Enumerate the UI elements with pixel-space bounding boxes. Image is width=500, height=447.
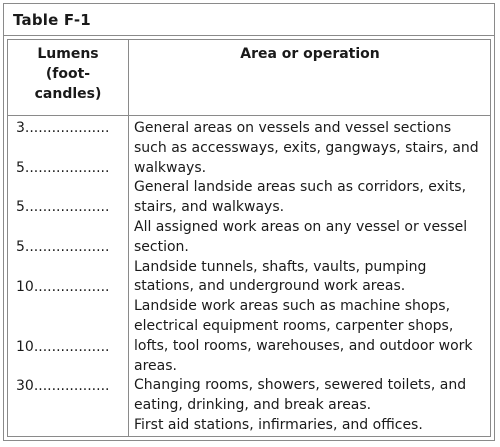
column-header-lumens-line: candles) [34,86,102,102]
area-line: stations, and underground work areas. [134,278,406,295]
area-line: All assigned work areas on any vessel or vessel [134,218,468,235]
area-line: General areas on vessels and vessel sections [134,120,452,136]
area-line: First aid stations, infirmaries, and offices. [134,416,423,433]
lumens-value: 10................. [16,279,110,295]
lumens-value: 3................... [16,120,110,136]
area-line: Landside tunnels, shafts, vaults, pumping [134,258,427,275]
area-line: Landside work areas such as machine shops, [134,298,451,315]
lumens-value: 30................. [16,378,110,394]
column-divider [128,39,129,437]
area-line: Changing rooms, showers, sewered toilets, and [134,377,467,394]
lumens-value: 10................. [16,339,110,355]
table-title: Table F-1 [13,11,91,29]
area-line: eating, drinking, and break areas. [134,397,372,414]
column-header-lumens-line: Lumens [37,46,99,62]
table-title-row [3,3,495,36]
column-header-area: Area or operation [240,46,380,62]
area-line: walkways. [134,159,207,176]
area-text-block [134,119,479,436]
area-line: section. [134,238,189,255]
header-divider [7,115,491,116]
area-line: General landside areas such as corridors, exits, [134,179,467,196]
area-line: lofts, tool rooms, warehouses, and outdoor work [134,337,473,354]
column-header-lumens [8,44,128,104]
area-line: electrical equipment rooms, carpenter shops, [134,317,454,334]
column-header-lumens-line: (foot- [45,66,91,82]
area-line: such as accessways, exits, gangways, stairs, and [134,139,479,156]
lumens-value: 5................... [16,199,110,215]
lumens-value: 5................... [16,239,110,255]
lumens-value: 5................... [16,160,110,176]
area-line: areas. [134,357,177,374]
area-line: stairs, and walkways. [134,199,285,216]
